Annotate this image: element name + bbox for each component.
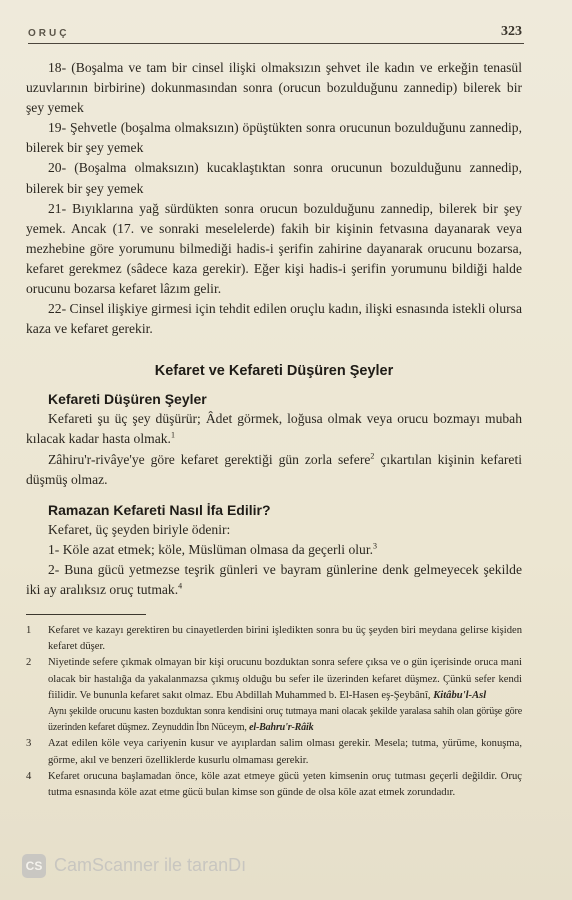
footnote-ref-2: 2 [370,450,375,460]
kefaret-paragraph-1 [26,409,522,449]
watermark-text: CamScanner ile taranDı [54,855,247,875]
item-21: 21- Bıyıklarına yağ sürdükten sonra orucun bozulduğunu zannedip, bilerek bir şey yemek. Ancak (17. ve sonraki meselelerde) fakih bir kişinin fetvasına dayanarak veya mezhebine göre yorumunu bilmediği hadis-i şerifin zahirine dayanarak orucunu bozarsa, kefaret gerekmez (sâdece kaza gerekir). Eğer kişi hadis-i şerifin yorumunu bildiği halde orucunu bozarsa kefaret lâzım gelir. [26,200,522,297]
item-22: 22- Cinsel ilişkiye girmesi için tehdit edilen oruçlu kadın, ilişki esnasında istekli olursa kaza ve kefaret gerekir. [26,301,522,337]
subsection-title-kefareti-dusuren: Kefareti Düşüren Şeyler [48,391,207,408]
footnote-number: 1 [26,625,32,637]
ifa-paragraph-2-text: 1- Köle azat etmek; köle, Müslüman olmasa da geçerli olur. [48,541,374,557]
page-number: 323 [501,24,522,39]
item-18: 18- (Boşalma ve tam bir cinsel ilişki olmaksızın şehvet ile kadın ve erkeğin tenasül uzuvlarının birbirine) dokunmasından sonra (orucun bozulduğunu zannedip) bilerek bir şey yemek [26,60,522,116]
kefaret-paragraph-2 [26,450,522,490]
kefaret-paragraph-2b: çıkartılan kişinin kefareti düşmüş olmaz. [26,451,522,487]
footnote-text: Kefaret orucuna başlamadan önce, köle azat etmeye gücü yeten kimsenin oruç tutması geçerli değildir. Oruç tutma esnasında köle azat etme gücü bulan kimse son günde de olsa köle azat etmek zorundadır. [48,770,522,799]
header-rule [28,43,524,44]
footnote-4 [26,769,522,801]
footnote-ref-1: 1 [170,430,175,440]
ifa-paragraph-2 [26,540,522,560]
footnote-text: Niyetinde sefere çıkmak olmayan bir kişi orucunu bozduktan sonra sefere çıksa ve o gün içerisinde oruca mani olacak bir hastalığa da yakalanmazsa çıkmış olduğu bu sefer ile üzerinden kefaret düşmez. Çünkü sefer kendi fiilidir. Ve bununla kefaret sakıt olmaz. Ebu Abdillah Muhammed b. El-Hasen eş-Şeybânî, [48,657,522,701]
page-body [26,58,522,801]
kefaret-paragraph-2a: Zâhiru'r-rivâye'ye göre kefaret gerektiği gün zorla sefere [48,451,371,467]
running-head: ORUÇ [28,28,70,39]
footnote-number: 3 [26,738,32,750]
camscanner-watermark [22,852,282,882]
book-title: el-Bahru'r-Râik [249,722,314,734]
footnote-ref-4: 4 [178,581,183,591]
item-20: 20- (Boşalma olmaksızın) kucaklaştıktan sonra orucunun bozulduğunu zannedip, bilerek bir şey yemek [26,160,522,196]
footnote-text: Azat edilen köle veya cariyenin kusur ve ayıplardan salim olması gerekir. Mesela; tutma, yürüme, konuşma, görme, akıl ve benzeri özelliklerde kusurlu olmaması gerekir. [48,738,522,766]
footnote-number: 4 [26,770,32,782]
footnote-number: 2 [26,657,32,669]
footnote-subtext: Aynı şekilde orucunu kasten bozduktan sonra kendisini oruç tutmaya mani olacak şekilde yaralasa sahih olan görüşe göre üzerinden kefaret düşmez. Zeynuddin İbn Nüceym, [48,706,522,734]
ifa-paragraph-1: Kefaret, üç şeyden biriyle ödenir: [48,521,231,537]
ifa-paragraph-3 [26,560,522,600]
section-title: Kefaret ve Kefareti Düşüren Şeyler [154,363,394,380]
footnote-1 [26,623,522,655]
footnote-3 [26,736,522,768]
ifa-paragraph-3-text: 2- Buna gücü yetmezse teşrik günleri ve bayram günlerine denk gelmeyecek şekilde iki ay aralıksız oruç tutmak. [26,561,522,597]
footnote-ref-3: 3 [373,541,378,551]
footnote-text: Kefaret ve kazayı gerektiren bu cinayetlerden birini işledikten sonra bu üç şeyden biri meydana gelirse kişiden kefaret düşer. [48,625,522,653]
kefaret-paragraph-1-text: Kefareti şu üç şey düşürür; Âdet görmek, loğusa olmak veya orucu bozmayı mubah kılacak kadar hasta olmak. [26,411,522,447]
subsection-title-ifa: Ramazan Kefareti Nasıl İfa Edilir? [48,501,271,518]
item-19: 19- Şehvetle (boşalma olmaksızın) öpüştükten sonra orucunun bozulduğunu zannedip, bilerek bir şey yemek [26,120,522,156]
footnote-separator [26,614,146,615]
page-header [28,24,524,46]
camscanner-logo-icon: CS [22,854,46,878]
book-title: Kitâbu'l-Asl [433,689,487,701]
footnote-2 [26,655,522,736]
